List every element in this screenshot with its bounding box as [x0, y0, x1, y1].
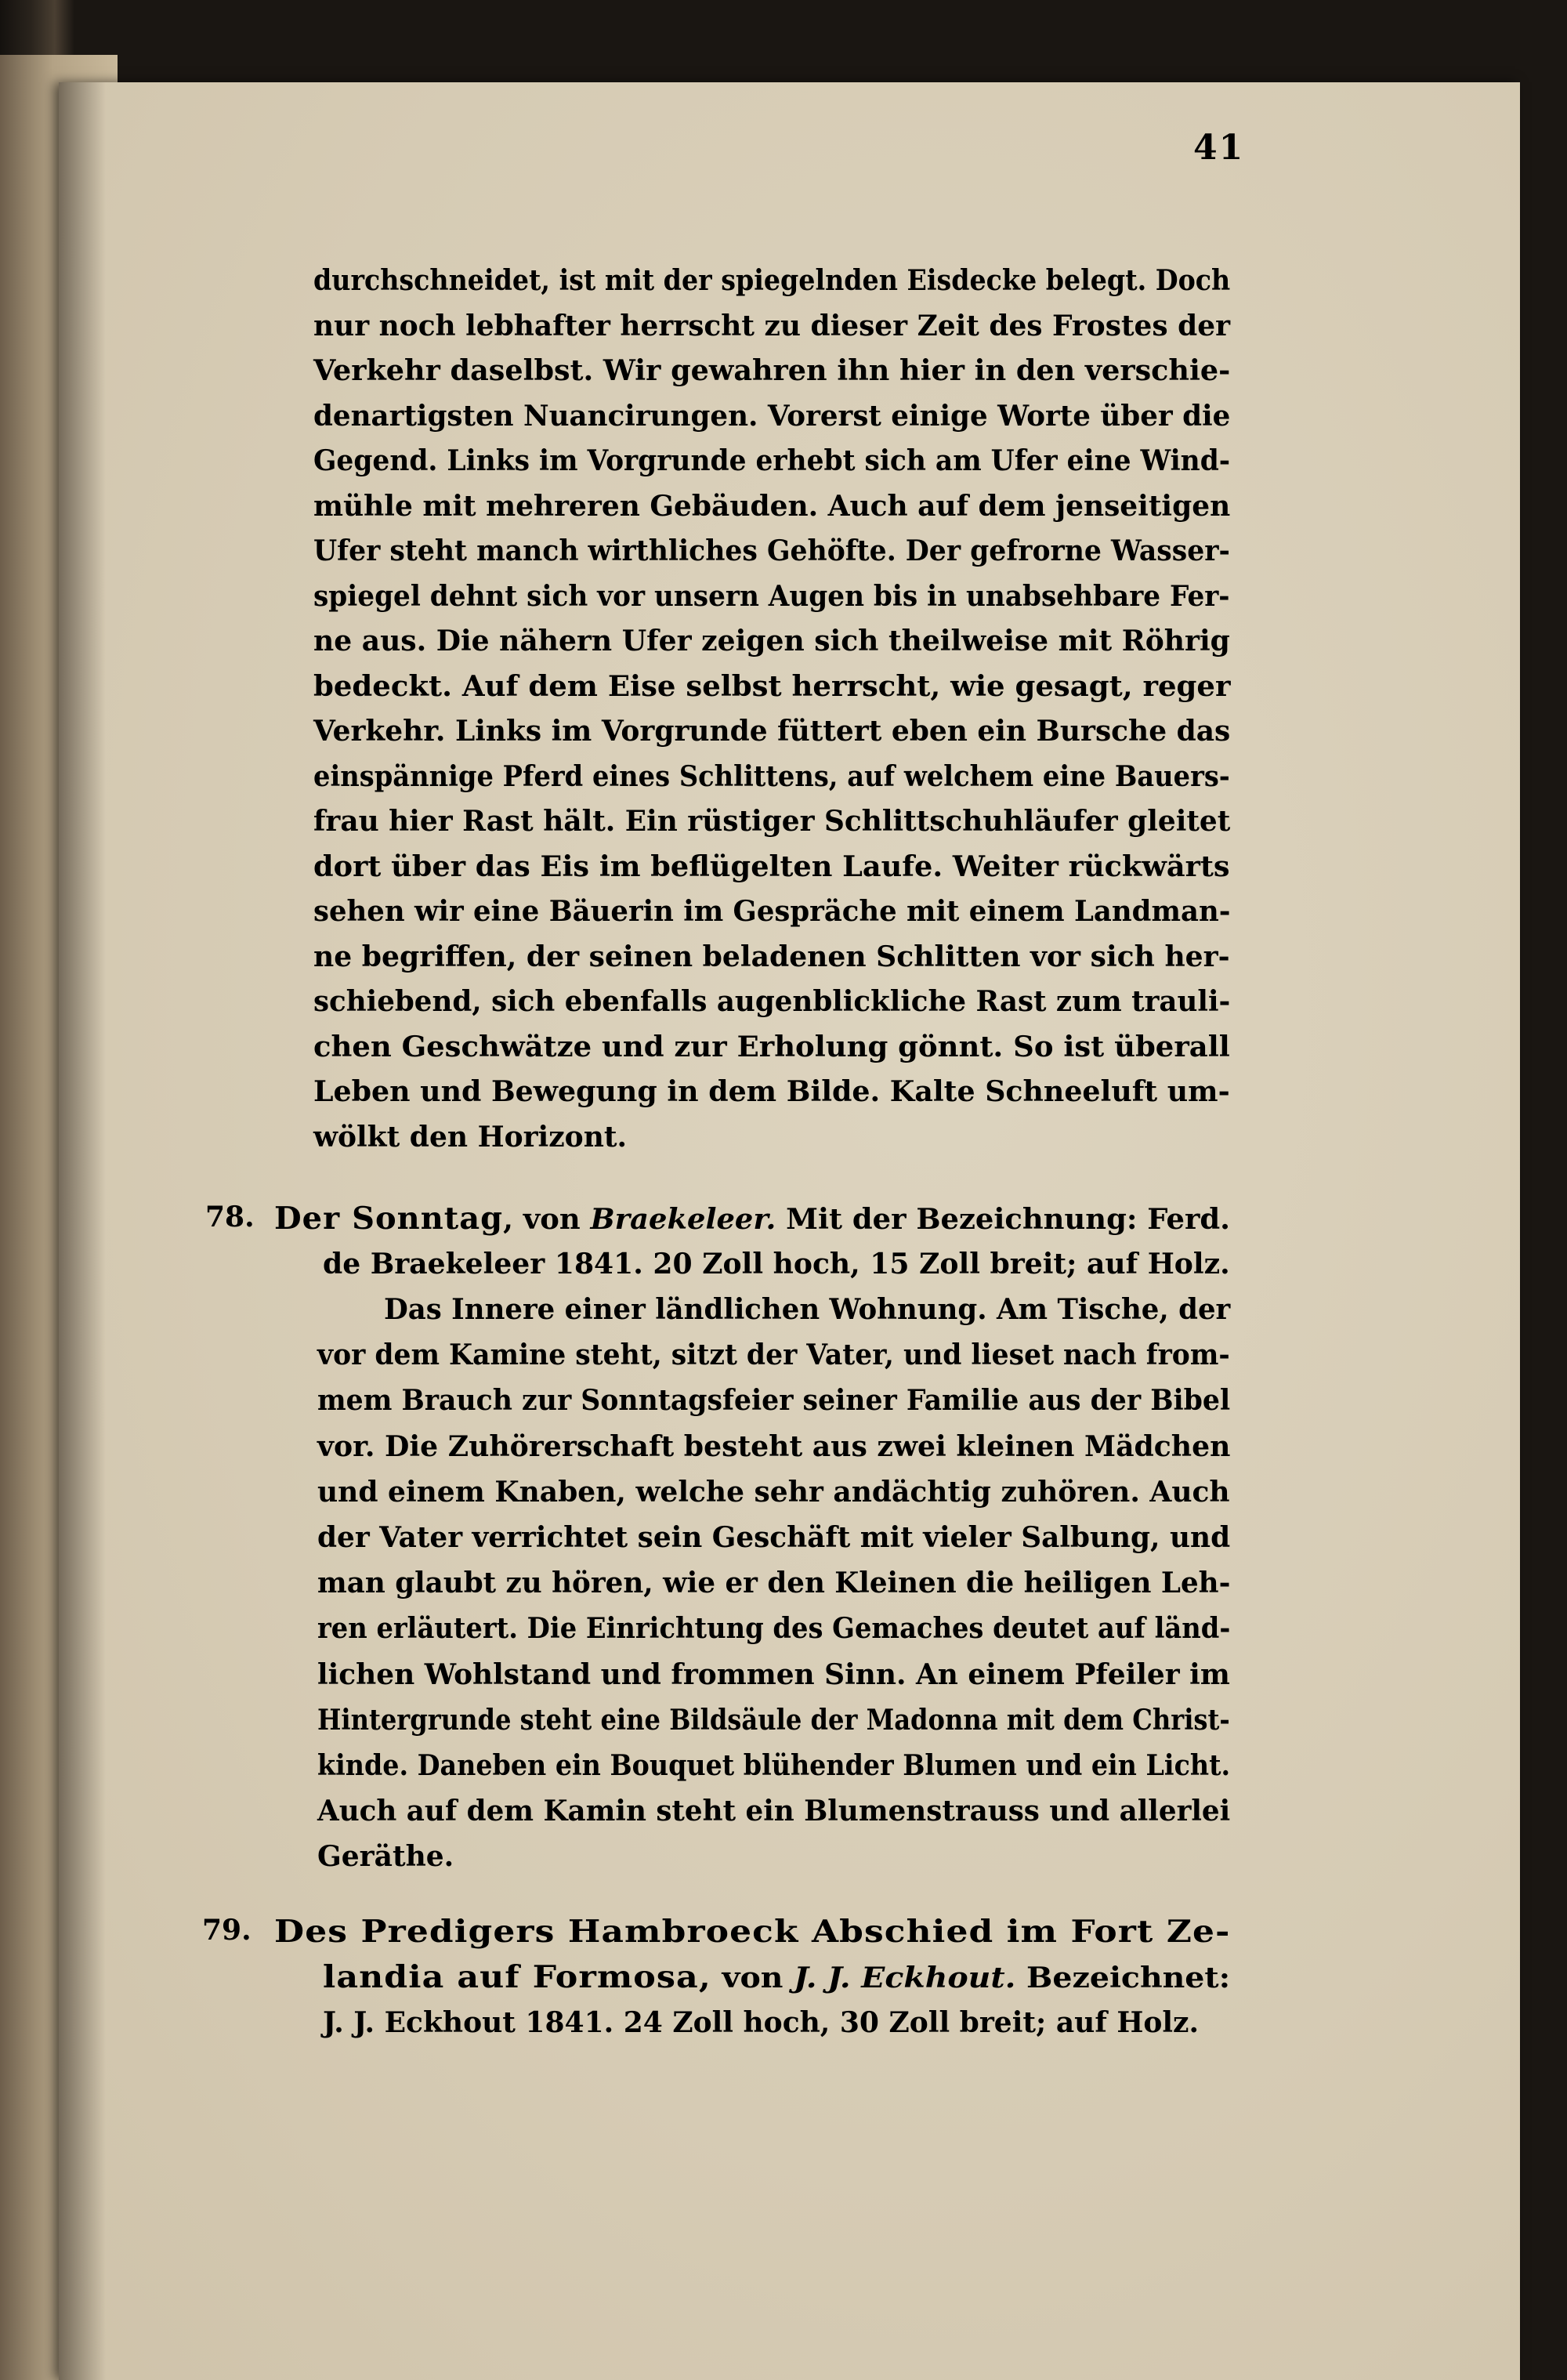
text-line: lichen Wohlstand und frommen Sinn. An einem Pfeiler im: [317, 1657, 1230, 1691]
entry-79-details: J. J. Eckhout 1841. 24 Zoll hoch, 30 Zoll breit; auf Holz.: [323, 2006, 1200, 2039]
text-line: bedeckt. Auf dem Eise selbst herrscht, wie gesagt, reger: [313, 669, 1231, 703]
text-line: Gegend. Links im Vorgrunde erhebt sich am Ufer eine Wind-: [313, 444, 1231, 477]
text-line: chen Geschwätze und zur Erholung gönnt. So ist überall: [313, 1030, 1230, 1063]
page-gutter-shadow: [59, 82, 106, 2380]
text-line: Das Innere einer ländlichen Wohnung. Am Tische, der: [384, 1293, 1231, 1326]
text-line: Leben und Bewegung in dem Bilde. Kalte Schneeluft um-: [313, 1075, 1230, 1108]
text-line: kinde. Daneben ein Bouquet blühender Blumen und ein Licht.: [317, 1749, 1231, 1782]
text-line: frau hier Rast hält. Ein rüstiger Schlittschuhläufer gleitet: [313, 805, 1231, 838]
text-line: nur noch lebhafter herrscht zu dieser Zeit des Frostes der: [313, 309, 1230, 342]
text-line: denartigsten Nuancirungen. Vorerst einige Worte über die: [313, 399, 1231, 433]
text-line: Verkehr. Links im Vorgrunde füttert eben ein Bursche das: [313, 715, 1231, 748]
entry-79-title-line1: Des Predigers Hambroeck Abschied im Fort Ze-: [274, 1914, 1231, 1950]
text-line: dort über das Eis im beflügelten Laufe. Weiter rückwärts: [313, 849, 1230, 883]
entry-79-title-line2: landia auf Formosa,: [323, 1959, 711, 1995]
text-line: der Vater verrichtet sein Geschäft mit vieler Salbung, und: [317, 1521, 1231, 1554]
text-line: vor dem Kamine steht, sitzt der Vater, und lieset nach from-: [317, 1339, 1230, 1372]
entry-78-artist: Braekeleer.: [590, 1203, 776, 1236]
text-line: durchschneidet, ist mit der spiegelnden Eisdecke belegt. Doch: [313, 264, 1231, 297]
text-line: ne aus. Die nähern Ufer zeigen sich theilweise mit Röhrig: [313, 625, 1230, 657]
text-line: Auch auf dem Kamin steht ein Blumenstrauss und allerlei: [317, 1795, 1231, 1828]
text-line: man glaubt zu hören, wie er den Kleinen die heiligen Leh-: [317, 1567, 1231, 1600]
entry-79-number: 79.: [202, 1914, 252, 1947]
entry-79-heading: landia auf Formosa, von J. J. Eckhout. Bezeichnet:: [323, 1959, 1231, 1995]
text-line: Hintergrunde steht eine Bildsäule der Madonna mit dem Christ-: [317, 1703, 1230, 1737]
text-line: mühle mit mehreren Gebäuden. Auch auf dem jenseitigen: [313, 489, 1231, 523]
text-line: Geräthe.: [317, 1840, 454, 1874]
entry-78-heading: Der Sonntag, von Braekeleer. Mit der Bezeichnung: Ferd.: [274, 1201, 1230, 1237]
page-number: 41: [1193, 128, 1245, 168]
text-line: vor. Die Zuhörerschaft besteht aus zwei kleinen Mädchen: [317, 1429, 1231, 1463]
entry-78-details: de Braekeleer 1841. 20 Zoll hoch, 15 Zoll breit; auf Holz.: [323, 1248, 1230, 1281]
text-line: sehen wir eine Bäuerin im Gespräche mit einem Landman-: [313, 895, 1231, 928]
text-line: mem Brauch zur Sonntagsfeier seiner Familie aus der Bibel: [317, 1384, 1231, 1418]
entry-78-title: Der Sonntag: [274, 1201, 504, 1237]
text-line: schiebend, sich ebenfalls augenblickliche Rast zum trauli-: [313, 985, 1231, 1018]
text-line: ren erläutert. Die Einrichtung des Gemaches deutet auf länd-: [317, 1612, 1231, 1646]
entry-79-artist: J. J. Eckhout.: [794, 1962, 1016, 1994]
text-line: einspännige Pferd eines Schlittens, auf welchem eine Bauers-: [313, 759, 1230, 793]
text-line: spiegel dehnt sich vor unsern Augen bis in unabsehbare Fer-: [313, 579, 1230, 613]
entry-78-number: 78.: [205, 1201, 255, 1233]
text-line: ne begriffen, der seinen beladenen Schlitten vor sich her-: [313, 940, 1230, 973]
text-line: Verkehr daselbst. Wir gewahren ihn hier in den verschie-: [313, 354, 1231, 387]
text-line: und einem Knaben, welche sehr andächtig zuhören. Auch: [317, 1475, 1230, 1509]
text-line: wölkt den Horizont.: [313, 1120, 628, 1154]
text-line: Ufer steht manch wirthliches Gehöfte. Der gefrorne Wasser-: [313, 534, 1230, 567]
